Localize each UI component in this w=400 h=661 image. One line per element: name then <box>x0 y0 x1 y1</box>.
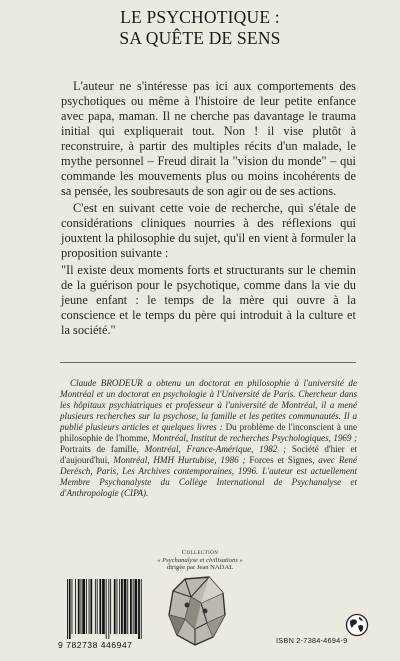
author-biography <box>60 378 357 499</box>
title-line-1: LE PSYCHOTIQUE : <box>120 7 280 27</box>
barcode <box>65 579 167 639</box>
barcode-bar <box>81 579 82 634</box>
back-cover-blurb <box>61 79 356 340</box>
barcode-bar <box>108 579 109 639</box>
barcode-bar <box>114 579 116 634</box>
barcode-bar <box>135 579 138 634</box>
collection-heading: Collection <box>181 549 219 556</box>
bio-part-2: Du problème de l'inconscient à une philosophie de l'homme <box>60 422 357 443</box>
bio-part-8: Forces et Signes <box>249 455 313 465</box>
bio-part-3: , Montréal, Institut de recherches Psychologiques, 1969 ; <box>147 433 357 443</box>
globe-icon <box>345 613 369 637</box>
barcode-bar <box>86 579 87 634</box>
barcode-bar <box>127 579 128 634</box>
barcode-bar <box>121 579 123 634</box>
barcode-bar <box>89 579 90 634</box>
barcode-bar <box>99 579 101 634</box>
blurb-quote: "Il existe deux moments forts et structurants sur le chemin de la guérison pour le psychotique, comme dans la vie du jeune enfant : le temps de la mère qui ouvre à la conscience et le temps du père qui introduit à la culture et la société." <box>61 263 356 337</box>
collection-name: « Psychanalyse et civilisations » <box>157 556 243 564</box>
blurb-paragraph-2: C'est en suivant cette voie de recherche, qui s'étale de considérations cliniques nourries à des réflexions qui jouxtent la philosophie du sujet, qu'il en vient à formuler la proposition suivante : <box>61 201 356 260</box>
bio-part-5: , Montréal, France-Amérique, 1982 ; <box>136 444 292 454</box>
barcode-number: 9 782738 446947 <box>58 640 133 650</box>
bio-paragraph <box>60 378 357 499</box>
book-title <box>0 7 400 49</box>
bio-part-9: , avec René Derésch, Paris, Les Archives contemporaines, 1996. L'auteur est actuellement Membre Psychanalyste du Collège International de Psychanalyse et d'Anthropologie (CIPA). <box>60 455 358 498</box>
bio-part-7: , Montréal, HMH Hurtubise, 1986 ; <box>107 455 250 465</box>
collection-director: dirigée par Jean NADAL <box>166 564 234 572</box>
title-line-2: SA QUÊTE DE SENS <box>119 28 281 48</box>
barcode-bar <box>82 579 85 634</box>
barcode-bar <box>102 579 105 634</box>
bio-part-1: Claude BRODEUR a obtenu un doctorat en philosophie à l'université de Montréal et un doctorat en psychologie à l'Université de Paris. Chercheur dans les hôpitaux psychiatriques et professeur à l'université de Montréal, il a mené plusieurs recherches sur la psychose, la famille et les petites communautés. Il a publié plusieurs articles et quelques livres : <box>60 378 357 432</box>
collection-info <box>0 549 400 572</box>
barcode-bar <box>106 579 107 639</box>
blurb-paragraph-1: L'auteur ne s'intéresse pas ici aux comportements des psychotiques ou même à l'histoire de leur petite enfance avec papa, maman. Il ne cherche pas davantage le trauma initial qui expliquerait tout. Non ! il vise plutôt à reconstruire, à partir des multiples récits d'un malade, le mythe personnel – Freud dirait la "vision du monde" – qui commande les mouvements plus ou moins incohérents de sa pensée, les soubresauts de son agir ou de ses actions. <box>61 79 356 198</box>
barcode-bar <box>130 579 132 634</box>
barcode-bar <box>69 579 71 639</box>
bio-part-6: Société d'hier et d'aujourd'hui <box>60 444 358 465</box>
barcode-bar <box>75 579 76 634</box>
section-divider <box>60 362 356 363</box>
barcode-bar <box>124 579 127 634</box>
isbn-label: ISBN 2-7384-4694-9 <box>276 636 348 645</box>
bio-part-4: Portraits de famille <box>60 444 137 454</box>
barcode-bar <box>110 579 111 634</box>
sculpted-head-logo <box>165 575 227 647</box>
barcode-bar <box>97 579 98 634</box>
barcode-bar <box>141 579 142 639</box>
barcode-bar <box>133 579 134 634</box>
barcode-bar <box>90 579 92 634</box>
barcode-bar <box>78 579 80 634</box>
barcode-bar <box>117 579 118 634</box>
barcode-bar <box>72 579 73 634</box>
barcode-bar <box>119 579 120 634</box>
barcode-bar <box>95 579 96 634</box>
barcode-bar <box>67 579 68 639</box>
barcode-bar <box>138 579 140 639</box>
